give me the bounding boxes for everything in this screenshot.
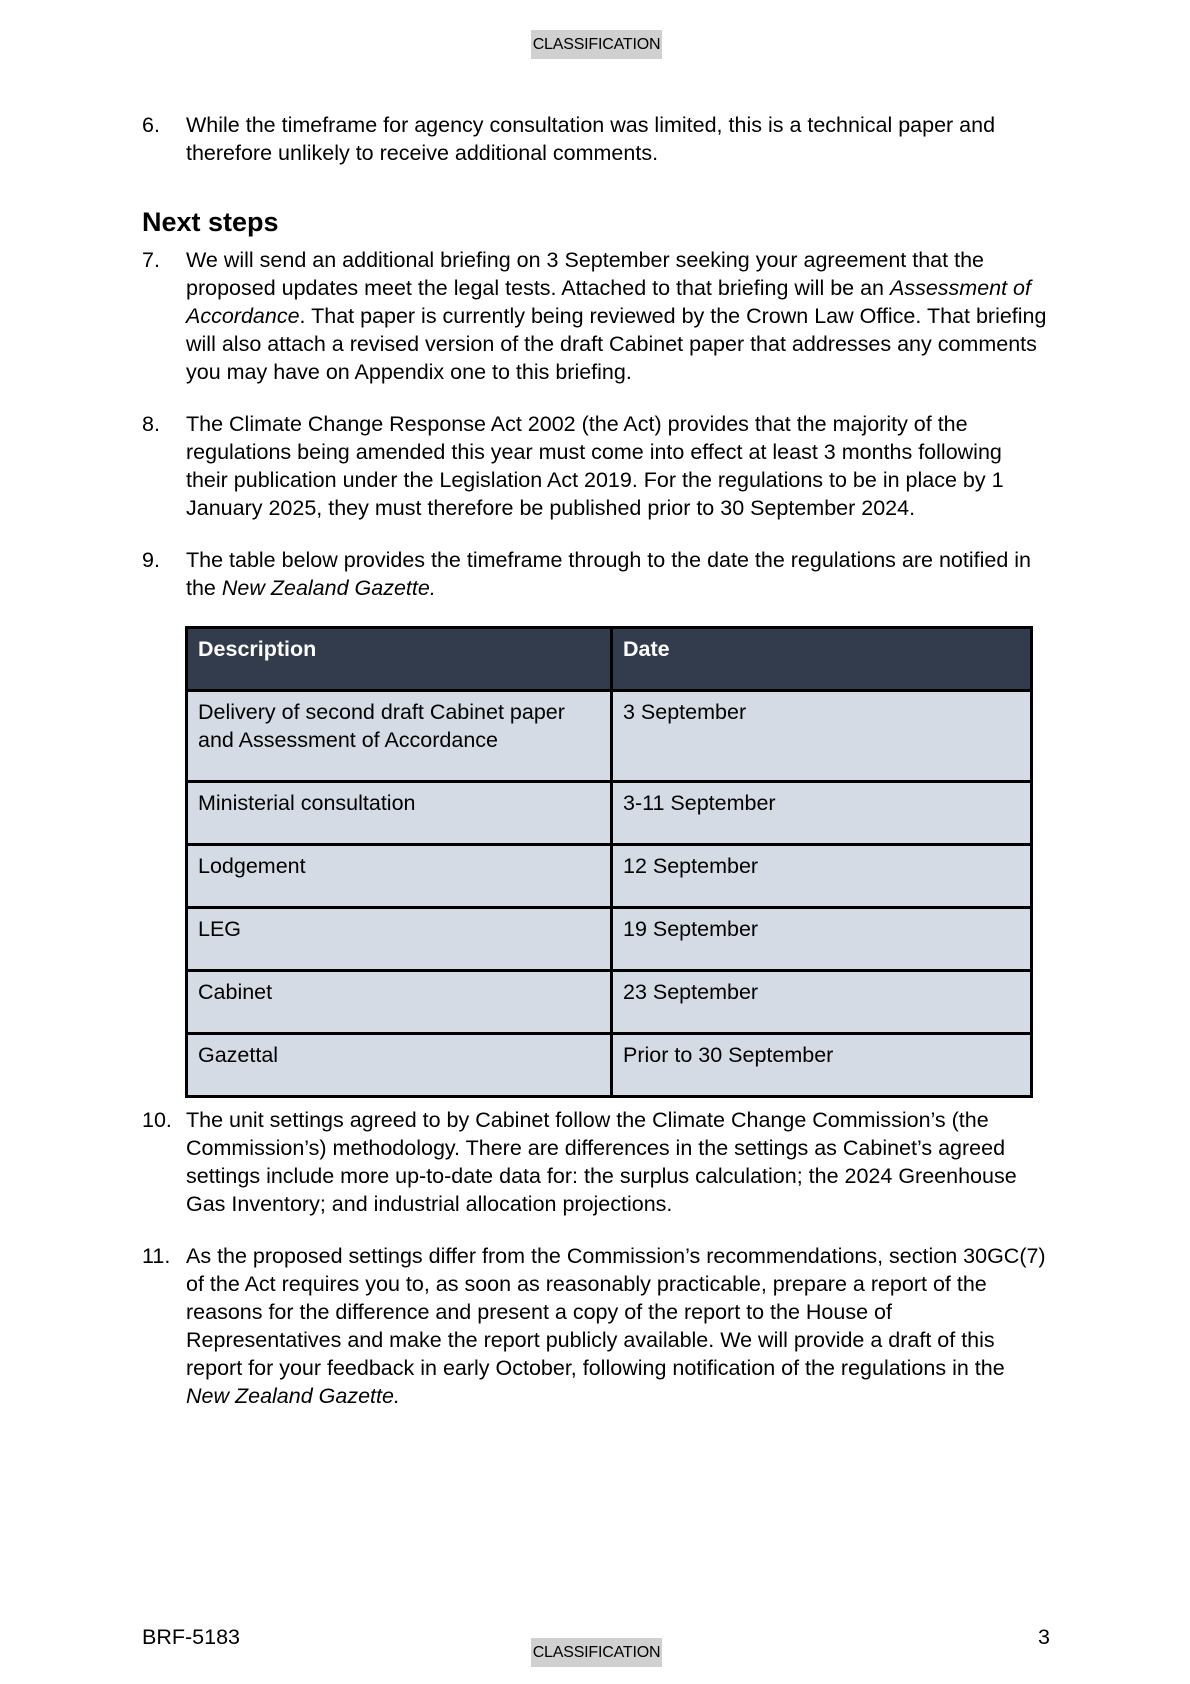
table-cell-description: Delivery of second draft Cabinet paper and Assessment of Accordance — [187, 691, 612, 782]
page-number: 3 — [1038, 1625, 1050, 1649]
paragraph-number: 8. — [142, 412, 160, 436]
table-row — [187, 782, 1032, 845]
paragraph-text: While the timeframe for agency consultation was limited, this is a technical paper and therefore unlikely to receive additional comments. — [186, 113, 996, 165]
paragraph-number: 10. — [142, 1108, 172, 1132]
table-row — [187, 845, 1032, 908]
table-row — [187, 691, 1032, 782]
table-cell-description: Gazettal — [187, 1034, 612, 1097]
header-classification-label: CLASSIFICATION — [531, 30, 662, 59]
document-title-italic: Assessment of Accordance — [186, 276, 1031, 328]
paragraph-text — [186, 246, 1047, 386]
table-cell-date: 12 September — [612, 845, 1032, 908]
table-cell-date: Prior to 30 September — [612, 1034, 1032, 1097]
column-header-description: Description — [187, 628, 612, 691]
document-body — [142, 111, 1047, 1410]
paragraph-6 — [142, 111, 1047, 167]
footer-classification-label: CLASSIFICATION — [531, 1638, 662, 1667]
footer-reference: BRF-5183 — [142, 1625, 240, 1649]
paragraph-text-part: We will send an additional briefing on 3 September seeking your agreement that the proposed updates meet the legal tests. Attached to that briefing will be an — [186, 248, 984, 300]
column-header-date: Date — [612, 628, 1032, 691]
table-row — [187, 971, 1032, 1034]
timeframe-table — [185, 626, 1033, 1098]
paragraph-text-part: . That paper is currently being reviewed by the Crown Law Office. That briefing will also attach a revised version of the draft Cabinet paper that addresses any comments you may have on Appendix one to this briefing. — [186, 304, 1047, 384]
paragraph-7 — [142, 246, 1047, 386]
table-cell-date: 19 September — [612, 908, 1032, 971]
paragraph-11 — [142, 1242, 1047, 1410]
paragraph-8 — [142, 410, 1047, 522]
paragraph-text-part: The table below provides the timeframe through to the date the regulations are notified in the — [186, 548, 1031, 600]
paragraph-number: 9. — [142, 548, 160, 572]
table-cell-description: Cabinet — [187, 971, 612, 1034]
paragraph-10 — [142, 1106, 1047, 1218]
paragraph-text: The Climate Change Response Act 2002 (the Act) provides that the majority of the regulations being amended this year must come into effect at least 3 months following their publication under the Legislation Act 2019. For the regulations to be in place by 1 January 2025, they must therefore be published prior to 30 September 2024. — [186, 412, 1004, 520]
gazette-title-italic: New Zealand Gazette. — [221, 576, 436, 600]
table-row — [187, 1034, 1032, 1097]
paragraph-text — [186, 1242, 1047, 1410]
table-cell-date: 3-11 September — [612, 782, 1032, 845]
paragraph-9 — [142, 546, 1047, 602]
paragraph-text-part: As the proposed settings differ from the Commission’s recommendations, section 30GC(7) of the Act requires you to, as soon as reasonably practicable, prepare a report of the reasons for the difference and present a copy of the report to the House of Representatives and make the report publicly available. We will provide a draft of this report for your feedback in early October, following notification of the regulations in the — [186, 1244, 1046, 1380]
table-cell-description: Ministerial consultation — [187, 782, 612, 845]
section-heading-next-steps: Next steps — [142, 207, 279, 237]
table-cell-date: 23 September — [612, 971, 1032, 1034]
paragraph-text — [186, 546, 1047, 602]
gazette-title-italic: New Zealand Gazette. — [186, 1384, 400, 1408]
paragraph-text: The unit settings agreed to by Cabinet follow the Climate Change Commission’s (the Commission’s) methodology. There are differences in the settings as Cabinet’s agreed settings include more up-to-date data for: the surplus calculation; the 2024 Greenhouse Gas Inventory; and industrial allocation projections. — [186, 1108, 1017, 1216]
paragraph-number: 11. — [142, 1244, 171, 1268]
table-cell-date: 3 September — [612, 691, 1032, 782]
paragraph-number: 6. — [142, 113, 160, 137]
paragraph-number: 7. — [142, 248, 160, 272]
table-cell-description: Lodgement — [187, 845, 612, 908]
table-cell-description: LEG — [187, 908, 612, 971]
table-row — [187, 908, 1032, 971]
table-header-row — [187, 628, 1032, 691]
